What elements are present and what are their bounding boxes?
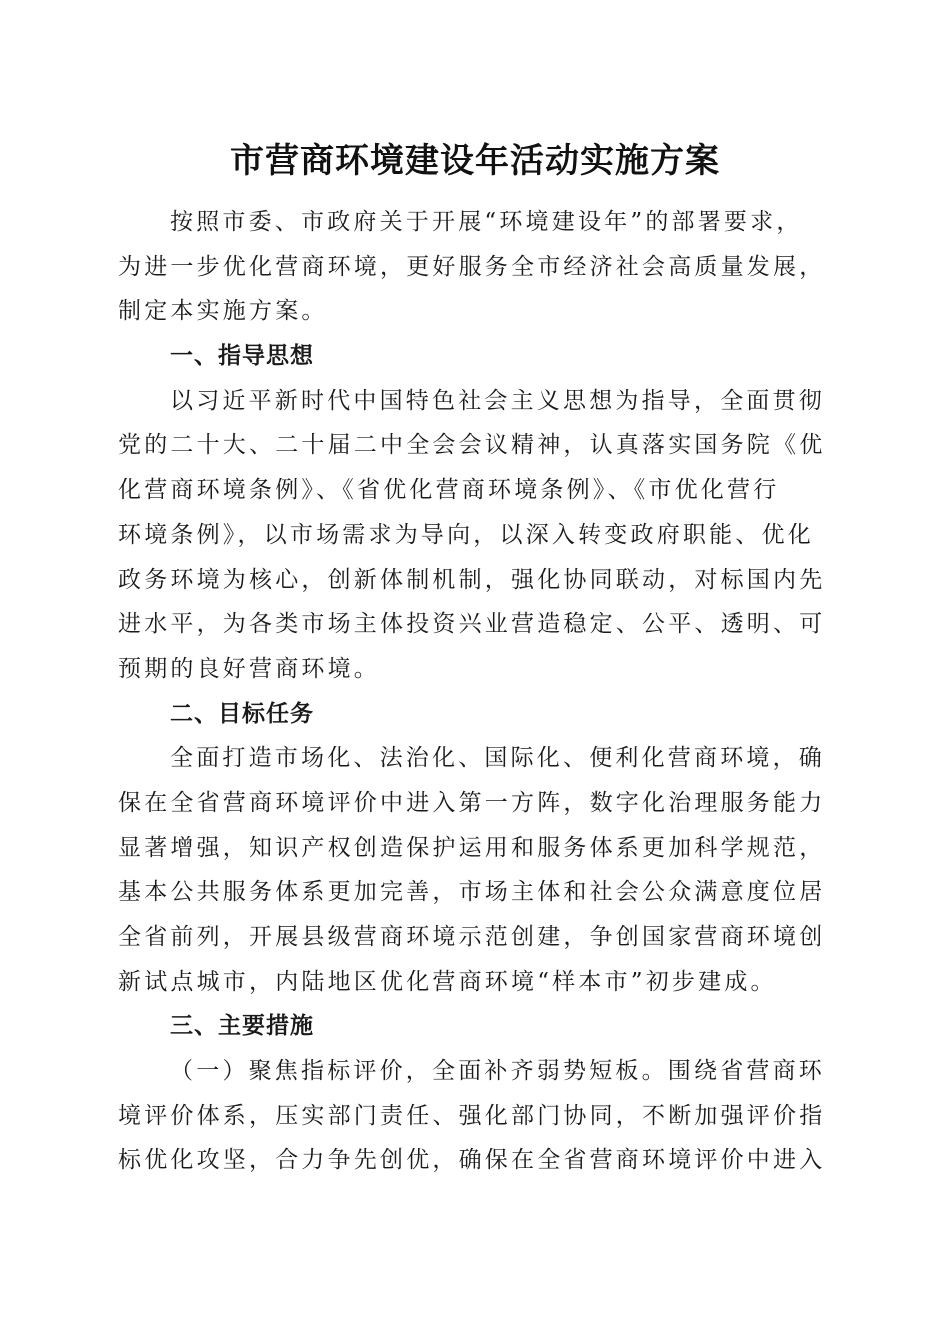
paragraph-line: 显著增强，知识产权创造保护运用和服务体系更加科学规范， [118,834,826,861]
document-title: 市营商环境建设年活动实施方案 [230,141,720,181]
section-heading-guiding-ideology: 一、指导思想 [170,343,314,370]
paragraph-line: 环境条例》，以市场需求为导向，以深入转变政府职能、优化 [118,521,814,548]
paragraph-line: 全面打造市场化、法治化、国际化、便利化营商环境，确 [170,745,825,772]
paragraph-line: 全省前列，开展县级营商环境示范创建，争创国家营商环境创 [118,924,826,950]
paragraph-line: 政务环境为核心，创新体制机制，强化协同联动，对标国内先 [118,566,826,593]
paragraph-line: 化营商环境条例》、《省优化营商环境条例》、《市优化营行 [118,477,780,504]
paragraph-line: 预期的良好营商环境。 [118,655,380,682]
guiding-ideology-paragraph [118,379,826,692]
paragraph-line: 以习近平新时代中国特色社会主义思想为指导，全面贯彻 [170,387,825,414]
paragraph-line: 境评价体系，压实部门责任、强化部门协同，不断加强评价指 [118,1102,826,1129]
paragraph-line: （一）聚焦指标评价，全面补齐弱势短板。围绕省营商环 [170,1058,825,1085]
paragraph-line: 保在全省营商环境评价中进入第一方阵，数字化治理服务能力 [118,789,826,816]
document-body [118,200,826,1183]
intro-paragraph [118,200,826,334]
measures-paragraph [118,1049,826,1183]
section-heading-measures: 三、主要措施 [170,1013,314,1040]
section-heading-goals: 二、目标任务 [170,700,314,727]
paragraph-line: 新试点城市，内陆地区优化营商环境“样本市”初步建成。 [118,968,777,995]
paragraph-line: 基本公共服务体系更加完善，市场主体和社会公众满意度位居 [118,879,826,906]
paragraph-line: 标优化攻坚，合力争先创优，确保在全省营商环境评价中进入 [118,1147,826,1174]
paragraph-line: 制定本实施方案。 [118,298,328,325]
paragraph-line: 进水平，为各类市场主体投资兴业营造稳定、公平、透明、可 [118,611,826,638]
goals-paragraph [118,736,826,1004]
paragraph-line: 为进一步优化营商环境，更好服务全市经济社会高质量发展， [118,253,826,280]
paragraph-line: 党的二十大、二十届二中全会会议精神，认真落实国务院《优 [118,432,826,459]
paragraph-line: 按照市委、市政府关于开展“环境建设年”的部署要求， [170,209,803,235]
